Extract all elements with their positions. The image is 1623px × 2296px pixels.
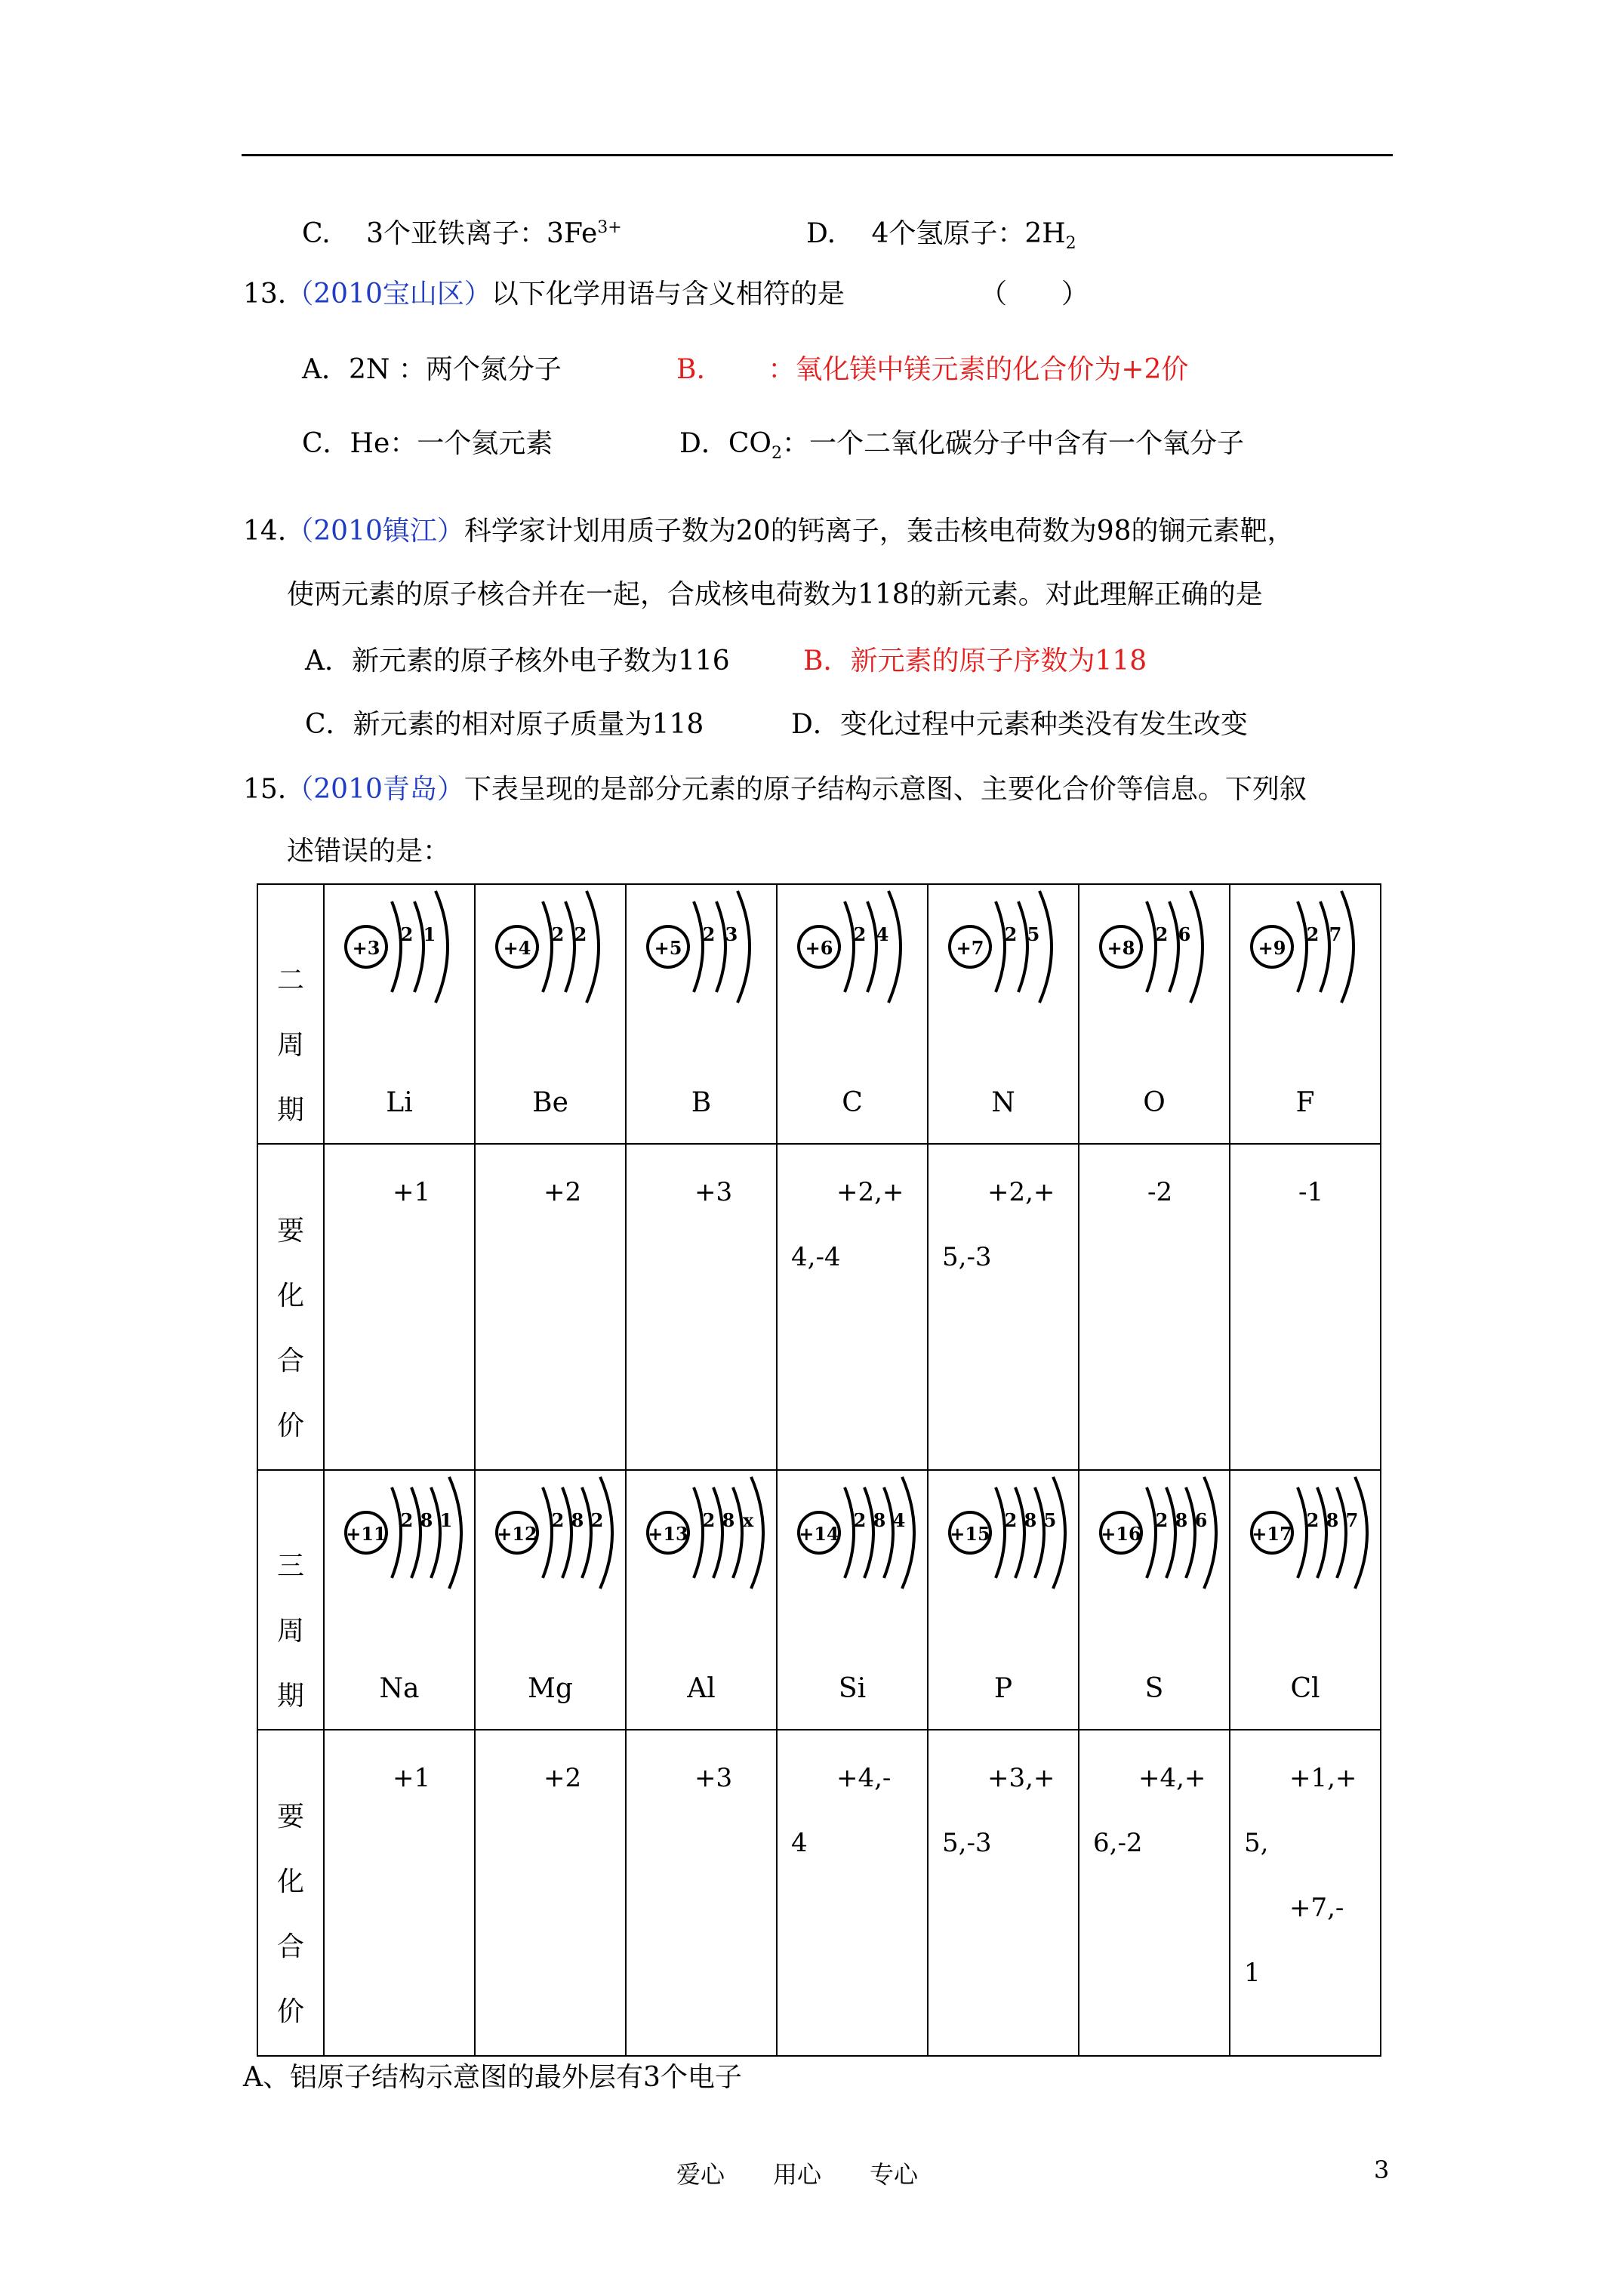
- electron-shell-arc: [1337, 1487, 1346, 1578]
- q13-option-c: C．He：一个氦元素: [302, 428, 553, 459]
- valence-label-char: 价: [276, 1410, 304, 1441]
- valence-value: +2: [544, 1177, 582, 1207]
- shell-electron-count: 6: [1178, 923, 1191, 945]
- valence-value: +4,-: [836, 1763, 892, 1793]
- electron-shell-arc: [1169, 901, 1178, 992]
- period2-label: [257, 884, 324, 1144]
- shell-electron-count: 2: [1155, 923, 1169, 945]
- electron-shell-arc: [1355, 1477, 1367, 1589]
- electron-shell-arc: [845, 1487, 854, 1578]
- electron-shell-arc: [1053, 1477, 1065, 1589]
- atom-cell-be: [475, 884, 626, 1144]
- electron-shell-arc: [867, 901, 876, 992]
- q13-option-a: A．2N ：两个氮分子: [302, 354, 562, 385]
- electron-shell-arc: [543, 1487, 552, 1578]
- nucleus-charge: +11: [346, 1523, 387, 1545]
- element-symbol: Na: [379, 1673, 420, 1704]
- shell-electron-count: 2: [574, 923, 587, 945]
- shell-electron-count: 7: [1345, 1509, 1359, 1531]
- atom-cell-b: [626, 884, 777, 1144]
- shell-electron-count: 2: [702, 923, 716, 945]
- valence-value: +2: [544, 1763, 582, 1793]
- period3-label-char: 期: [276, 1681, 304, 1712]
- atom-structure-svg: [1080, 885, 1228, 1006]
- shell-electron-count: 2: [400, 923, 414, 945]
- valence-value: +7,-: [1289, 1893, 1344, 1923]
- atom-structure-svg: [929, 1471, 1077, 1592]
- shell-electron-count: 7: [1329, 923, 1342, 945]
- q14-number: 14.: [243, 516, 287, 547]
- nucleus-charge: +7: [956, 937, 984, 959]
- page-number: 3: [1374, 2156, 1390, 2184]
- electron-shell-arc: [694, 1487, 703, 1578]
- atom-cell-p: [928, 1470, 1079, 1730]
- valence-values: [929, 1746, 1078, 1875]
- electron-shell-arc: [738, 891, 750, 1003]
- nucleus-charge: +15: [950, 1523, 990, 1545]
- shell-electron-count: 4: [876, 923, 889, 945]
- electron-shell-arc: [565, 901, 574, 992]
- period2-label-char: 期: [276, 1095, 304, 1126]
- valence-value: 6,-2: [1093, 1828, 1143, 1858]
- electron-shell-arc: [582, 1487, 591, 1578]
- atom-cell-c: [777, 884, 928, 1144]
- shell-electron-count: 8: [420, 1509, 433, 1531]
- valence-cell-s: [1079, 1730, 1230, 2056]
- valence-value: -2: [1147, 1177, 1173, 1207]
- electron-shell-arc: [543, 901, 552, 992]
- valence-cell-cl: [1230, 1730, 1381, 2056]
- electron-shell-arc: [864, 1487, 873, 1578]
- shell-electron-count: 6: [1194, 1509, 1208, 1531]
- shell-electron-count: 2: [400, 1509, 414, 1531]
- atom-structure-svg: [627, 1471, 775, 1592]
- shell-electron-count: 2: [551, 923, 565, 945]
- atom-diagram-f: [1230, 885, 1380, 1006]
- valence-cell-c: [777, 1144, 928, 1470]
- valence-values: [627, 1160, 776, 1225]
- atom-structure-svg: [476, 885, 624, 1006]
- nucleus-charge: +14: [799, 1523, 839, 1545]
- element-symbol: Si: [838, 1673, 867, 1704]
- electron-shell-arc: [713, 1487, 722, 1578]
- valence-cell-na: [324, 1730, 475, 2056]
- q13-option-d: [679, 426, 1244, 462]
- period3-diagram-row: [257, 1470, 1381, 1730]
- valence-label-char: 要: [276, 1216, 304, 1247]
- valence-value: 5,: [1244, 1828, 1269, 1858]
- period2-valence-row: [257, 1144, 1381, 1470]
- valence-cell-p: [928, 1730, 1079, 2056]
- valence-values: [1230, 1746, 1380, 2005]
- q14-option-c: C．新元素的相对原子质量为118: [305, 709, 704, 740]
- valence-values: [1079, 1746, 1229, 1875]
- q15-number: 15.: [243, 774, 287, 805]
- valence-value: +1: [393, 1763, 431, 1793]
- shell-electron-count: 2: [590, 1509, 604, 1531]
- q13-number: 13.: [243, 279, 287, 310]
- atom-cell-o: [1079, 884, 1230, 1144]
- atom-structure-svg: [778, 1471, 926, 1592]
- q13-option-b: B. ：氧化镁中镁元素的化合价为+2价: [676, 354, 1189, 385]
- shell-electron-count: 8: [1175, 1509, 1188, 1531]
- atom-structure-svg: [1231, 885, 1379, 1006]
- electron-shell-arc: [600, 1477, 612, 1589]
- valence-value: +4,+: [1138, 1763, 1206, 1793]
- valence-label-char: 合: [276, 1931, 304, 1962]
- shell-electron-count: 2: [1155, 1509, 1169, 1531]
- valence-values: [476, 1160, 625, 1225]
- electron-shell-arc: [587, 891, 599, 1003]
- valence-value: 4,-4: [791, 1242, 841, 1272]
- nucleus-charge: +17: [1252, 1523, 1292, 1545]
- atom-structure-svg: [929, 885, 1077, 1006]
- atom-cell-cl: [1230, 1470, 1381, 1730]
- electron-shell-arc: [716, 901, 725, 992]
- atom-diagram-s: [1079, 1471, 1229, 1592]
- electron-shell-arc: [996, 1487, 1005, 1578]
- electron-shell-arc: [1204, 1477, 1216, 1589]
- shell-electron-count: 2: [1004, 923, 1018, 945]
- period2-label-char: 二: [276, 965, 304, 996]
- atom-structure-svg: [325, 1471, 473, 1592]
- nucleus-charge: +12: [497, 1523, 537, 1545]
- period3-valence-row: [257, 1730, 1381, 2056]
- q15-option-a: A、铝原子结构示意图的最外层有3个电子: [243, 2062, 742, 2093]
- valence-value: +2,+: [987, 1177, 1055, 1207]
- atom-diagram-b: [627, 885, 776, 1006]
- valence-value: 4: [791, 1828, 808, 1858]
- q12-option-d-subscript: 2: [1065, 234, 1076, 254]
- atom-diagram-li: [325, 885, 474, 1006]
- q15-stem-line2: 述错误的是：: [287, 836, 451, 867]
- electron-shell-arc: [431, 1487, 440, 1578]
- element-symbol: Li: [386, 1087, 413, 1118]
- valence-value: -1: [1298, 1177, 1324, 1207]
- q15-source: （2010青岛）: [286, 774, 464, 805]
- atom-diagram-na: [325, 1471, 474, 1592]
- valence-values: [476, 1746, 625, 1811]
- shell-electron-count: 4: [892, 1509, 906, 1531]
- shell-electron-count: 3: [725, 923, 738, 945]
- electron-shell-arc: [1035, 1487, 1044, 1578]
- q12-option-d: [806, 216, 1076, 252]
- q13-stem-text: 以下化学用语与含义相符的是: [491, 279, 845, 310]
- q13-stem: [243, 276, 845, 313]
- electron-shell-arc: [751, 1477, 763, 1589]
- valence-value: +1: [393, 1177, 431, 1207]
- element-symbol: C: [842, 1087, 863, 1118]
- electron-shell-arc: [1298, 901, 1307, 992]
- period3-label-char: 周: [276, 1616, 304, 1647]
- electron-shell-arc: [1147, 901, 1156, 992]
- electron-shell-arc: [449, 1477, 461, 1589]
- valence-values: [1079, 1160, 1229, 1225]
- valence-cell-b: [626, 1144, 777, 1470]
- shell-electron-count: 2: [702, 1509, 716, 1531]
- atom-diagram-c: [778, 885, 927, 1006]
- valence-cell-li: [324, 1144, 475, 1470]
- shell-electron-count: 1: [439, 1509, 453, 1531]
- electron-shell-arc: [411, 1487, 420, 1578]
- valence-cell-be: [475, 1144, 626, 1470]
- shell-electron-count: 5: [1027, 923, 1040, 945]
- shell-electron-count: 8: [1326, 1509, 1339, 1531]
- electron-shell-arc: [694, 901, 703, 992]
- q13-option-d-text: D．CO: [679, 428, 771, 459]
- electron-shell-arc: [1147, 1487, 1156, 1578]
- electron-shell-arc: [414, 901, 423, 992]
- shell-electron-count: 2: [853, 1509, 867, 1531]
- nucleus-charge: +4: [503, 937, 531, 959]
- period3-label: [257, 1470, 324, 1730]
- valence-value: +2,+: [836, 1177, 904, 1207]
- shell-electron-count: 1: [423, 923, 436, 945]
- valence-label-p2: [257, 1144, 324, 1470]
- electron-shell-arc: [902, 1477, 914, 1589]
- electron-shell-arc: [1341, 891, 1354, 1003]
- q14-stem-line1: [243, 513, 1295, 550]
- nucleus-charge: +5: [654, 937, 682, 959]
- nucleus-charge: +13: [648, 1523, 688, 1545]
- q14-stem-line2: 使两元素的原子核合并在一起，合成核电荷数为118的新元素。对此理解正确的是: [287, 579, 1263, 610]
- electron-shell-arc: [1317, 1487, 1326, 1578]
- valence-label-char: 价: [276, 1996, 304, 2027]
- q15-stem-text: 下表呈现的是部分元素的原子结构示意图、主要化合价等信息。下列叙: [463, 774, 1307, 805]
- element-symbol: Be: [532, 1087, 568, 1118]
- atom-diagram-n: [929, 885, 1078, 1006]
- q12-option-c-text: C. 3个亚铁离子：3Fe: [302, 218, 598, 249]
- electron-shell-arc: [1166, 1487, 1175, 1578]
- nucleus-charge: +6: [805, 937, 833, 959]
- atom-cell-f: [1230, 884, 1381, 1144]
- valence-value: +1,+: [1289, 1763, 1357, 1793]
- shell-electron-count: 2: [853, 923, 867, 945]
- valence-label-char: 合: [276, 1345, 304, 1376]
- electron-shell-arc: [1190, 891, 1203, 1003]
- electron-shell-arc: [996, 901, 1005, 992]
- shell-electron-count: 2: [1306, 1509, 1320, 1531]
- valence-label-char: 化: [276, 1281, 304, 1311]
- q14-option-d: D．变化过程中元素种类没有发生改变: [791, 709, 1248, 740]
- atom-structure-svg: [476, 1471, 624, 1592]
- electron-shell-arc: [845, 901, 854, 992]
- electron-shell-arc: [1320, 901, 1329, 992]
- nucleus-charge: +9: [1258, 937, 1286, 959]
- atom-diagram-o: [1079, 885, 1229, 1006]
- valence-values: [778, 1160, 927, 1290]
- q15-stem-line1: [243, 772, 1307, 808]
- shell-electron-count: 8: [1024, 1509, 1037, 1531]
- element-table: [257, 883, 1381, 2057]
- electron-shell-arc: [392, 901, 401, 992]
- valence-cell-mg: [475, 1730, 626, 2056]
- element-symbol: S: [1144, 1673, 1164, 1704]
- q12-option-c: [302, 216, 622, 252]
- atom-diagram-be: [476, 885, 625, 1006]
- atom-structure-svg: [325, 885, 473, 1006]
- shell-electron-count: 8: [571, 1509, 584, 1531]
- atom-cell-na: [324, 1470, 475, 1730]
- atom-structure-svg: [1080, 1471, 1228, 1592]
- electron-shell-arc: [884, 1487, 893, 1578]
- valence-values: [325, 1746, 474, 1811]
- atom-structure-svg: [1231, 1471, 1379, 1592]
- valence-value: 5,-3: [942, 1828, 992, 1858]
- valence-cell-f: [1230, 1144, 1381, 1470]
- atom-diagram-cl: [1230, 1471, 1380, 1592]
- atom-cell-s: [1079, 1470, 1230, 1730]
- valence-value: 5,-3: [942, 1242, 992, 1272]
- element-symbol: Cl: [1290, 1673, 1320, 1704]
- electron-shell-arc: [733, 1487, 742, 1578]
- electron-shell-arc: [562, 1487, 571, 1578]
- q13-option-d-suffix: ：一个二氧化碳分子中含有一个氧分子: [781, 428, 1244, 459]
- q14-option-b: B．新元素的原子序数为118: [803, 646, 1147, 676]
- shell-electron-count: 2: [551, 1509, 565, 1531]
- valence-values: [1230, 1160, 1380, 1225]
- element-symbol: Al: [687, 1673, 716, 1704]
- valence-value: 1: [1244, 1958, 1261, 1988]
- q13-source: （2010宝山区）: [286, 279, 491, 310]
- period2-label-char: 周: [276, 1030, 304, 1061]
- element-symbol: O: [1143, 1087, 1166, 1118]
- atom-diagram-si: [778, 1471, 927, 1592]
- atom-cell-n: [928, 884, 1079, 1144]
- shell-electron-count: 2: [1004, 1509, 1018, 1531]
- electron-shell-arc: [1018, 901, 1027, 992]
- nucleus-charge: +16: [1101, 1523, 1141, 1545]
- valence-label-char: 要: [276, 1801, 304, 1832]
- valence-value: +3,+: [987, 1763, 1055, 1793]
- element-symbol: P: [993, 1673, 1013, 1704]
- page-footer: 爱心 用心 专心: [676, 2160, 919, 2189]
- shell-electron-count: 8: [873, 1509, 886, 1531]
- q13-option-d-subscript: 2: [771, 444, 782, 464]
- atom-diagram-mg: [476, 1471, 625, 1592]
- element-symbol: Mg: [528, 1673, 573, 1704]
- electron-shell-arc: [888, 891, 901, 1003]
- q12-option-c-charge: 3+: [597, 218, 622, 237]
- nucleus-charge: +8: [1107, 937, 1135, 959]
- q12-option-d-text: D. 4个氢原子：2H: [806, 218, 1066, 249]
- period2-diagram-row: [257, 884, 1381, 1144]
- electron-shell-arc: [1039, 891, 1052, 1003]
- electron-shell-arc: [1015, 1487, 1024, 1578]
- q13-answer-blank: （ ）: [980, 279, 1089, 310]
- header-rule: [242, 154, 1393, 156]
- valence-label-char: 化: [276, 1866, 304, 1897]
- valence-cell-si: [777, 1730, 928, 2056]
- electron-shell-arc: [1298, 1487, 1307, 1578]
- q14-source: （2010镇江）: [286, 516, 464, 547]
- atom-structure-svg: [778, 885, 926, 1006]
- atom-structure-svg: [627, 885, 775, 1006]
- atom-cell-mg: [475, 1470, 626, 1730]
- valence-values: [778, 1746, 927, 1875]
- period3-label-char: 三: [276, 1551, 304, 1582]
- valence-values: [929, 1160, 1078, 1290]
- shell-electron-count: 5: [1043, 1509, 1057, 1531]
- valence-value: +3: [694, 1177, 733, 1207]
- atom-diagram-al: [627, 1471, 776, 1592]
- atom-cell-al: [626, 1470, 777, 1730]
- shell-electron-count: 2: [1306, 923, 1320, 945]
- valence-cell-n: [928, 1144, 1079, 1470]
- valence-cell-al: [626, 1730, 777, 2056]
- atom-cell-li: [324, 884, 475, 1144]
- atom-cell-si: [777, 1470, 928, 1730]
- element-symbol: F: [1295, 1087, 1315, 1118]
- electron-shell-arc: [1186, 1487, 1195, 1578]
- shell-electron-count: x: [742, 1509, 754, 1531]
- nucleus-charge: +3: [352, 937, 380, 959]
- valence-value: +3: [694, 1763, 733, 1793]
- electron-shell-arc: [392, 1487, 401, 1578]
- valence-values: [325, 1160, 474, 1225]
- element-symbol: N: [991, 1087, 1015, 1118]
- valence-values: [627, 1746, 776, 1811]
- valence-cell-o: [1079, 1144, 1230, 1470]
- q14-option-a: A．新元素的原子核外电子数为116: [305, 646, 730, 676]
- electron-shell-arc: [436, 891, 448, 1003]
- shell-electron-count: 8: [722, 1509, 735, 1531]
- valence-label-p3: [257, 1730, 324, 2056]
- q14-stem-text: 科学家计划用质子数为20的钙离子，轰击核电荷数为98的锎元素靶，: [463, 516, 1295, 547]
- element-symbol: B: [691, 1087, 712, 1118]
- atom-diagram-p: [929, 1471, 1078, 1592]
